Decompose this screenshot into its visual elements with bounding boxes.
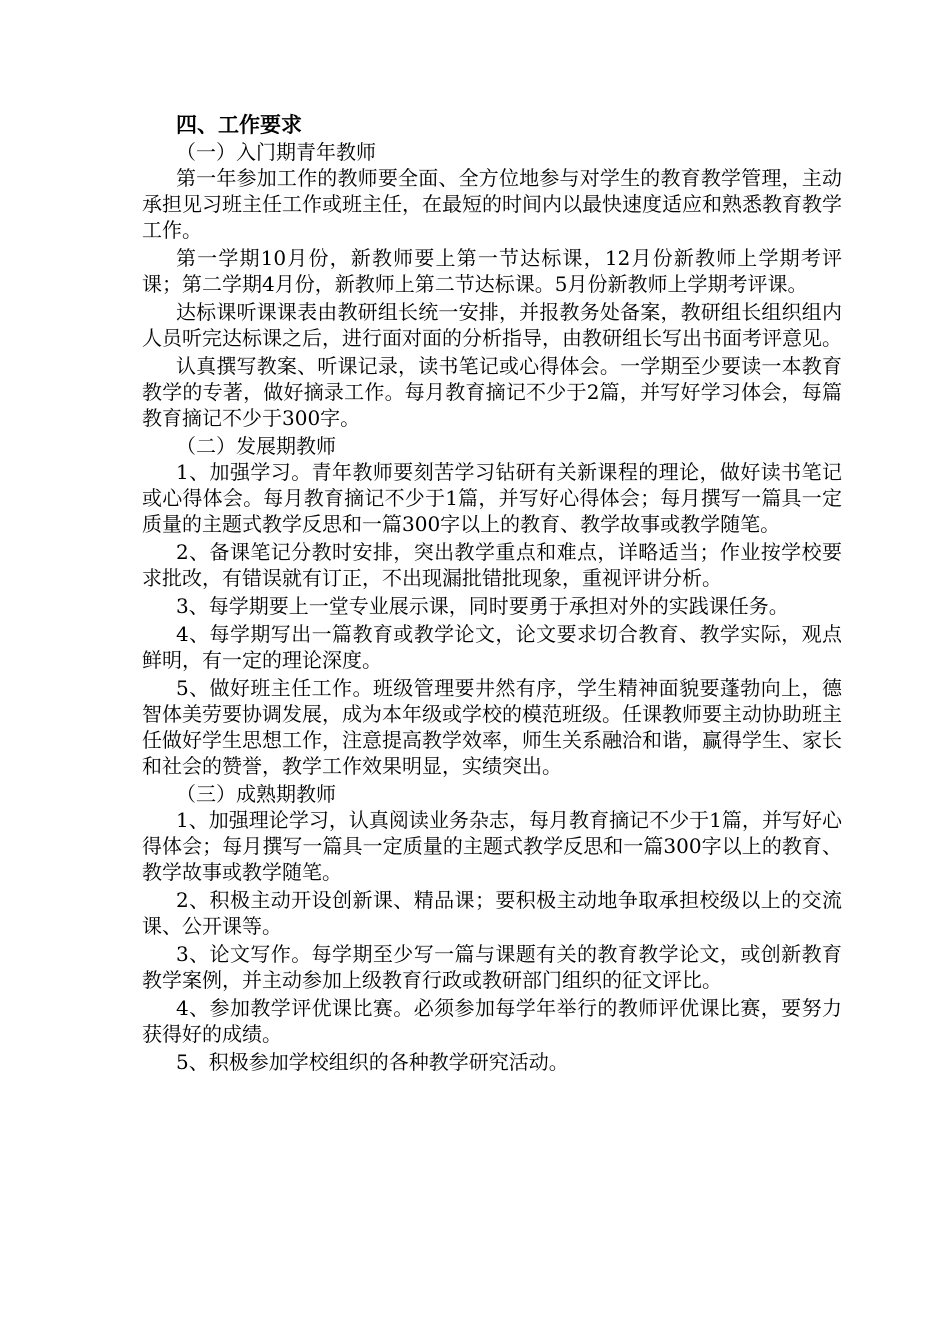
paragraph: 达标课听课课表由教研组长统一安排，并报教务处备案，教研组长组织组内人员听完达标课之后，进行面对面的分析指导，由教研组长写出书面考评意见。 [142, 300, 842, 350]
subsection-title: （三）成熟期教师 [176, 782, 336, 806]
paragraph: 5、做好班主任工作。班级管理要井然有序，学生精神面貌要蓬勃向上，德智体美劳要协调发展，成为本年级或学校的模范班级。任课教师要主动协助班主任做好学生思想工作，注意提高教学效率，师生关系融洽和谐，赢得学生、家长和社会的赞誉，教学工作效果明显，实绩突出。 [142, 676, 842, 778]
subsection-title: （一）入门期青年教师 [176, 140, 376, 164]
paragraph: 1、加强学习。青年教师要刻苦学习钻研有关新课程的理论，做好读书笔记或心得体会。每月教育摘记不少于1篇，并写好心得体会；每月撰写一篇具一定质量的主题式教学反思和一篇300字以上的教育、教学故事或教学随笔。 [142, 460, 842, 536]
paragraph: 第一年参加工作的教师要全面、全方位地参与对学生的教育教学管理，主动承担见习班主任工作或班主任，在最短的时间内以最快速度适应和熟悉教育教学工作。 [142, 166, 842, 242]
paragraph: 5、积极参加学校组织的各种教学研究活动。 [176, 1050, 569, 1074]
paragraph: 3、论文写作。每学期至少写一篇与课题有关的教育教学论文，或创新教育教学案例，并主动参加上级教育行政或教研部门组织的征文评比。 [142, 942, 842, 992]
paragraph: 4、参加教学评优课比赛。必须参加每学年举行的教师评优课比赛，要努力获得好的成绩。 [142, 996, 842, 1046]
paragraph: 1、加强理论学习，认真阅读业务杂志，每月教育摘记不少于1篇，并写好心得体会；每月撰写一篇具一定质量的主题式教学反思和一篇300字以上的教育、教学故事或教学随笔。 [142, 808, 842, 884]
paragraph: 2、备课笔记分教时安排，突出教学重点和难点，详略适当；作业按学校要求批改，有错误就有订正，不出现漏批错批现象，重视评讲分析。 [142, 540, 842, 590]
subsection-title: （二）发展期教师 [176, 434, 336, 458]
paragraph: 4、每学期写出一篇教育或教学论文，论文要求切合教育、教学实际，观点鲜明，有一定的理论深度。 [142, 622, 842, 672]
paragraph: 2、积极主动开设创新课、精品课；要积极主动地争取承担校级以上的交流课、公开课等。 [142, 888, 842, 938]
section-heading: 四、工作要求 [176, 112, 302, 137]
paragraph: 认真撰写教案、听课记录，读书笔记或心得体会。一学期至少要读一本教育教学的专著，做好摘录工作。每月教育摘记不少于2篇，并写好学习体会，每篇教育摘记不少于300字。 [142, 354, 842, 430]
document-page [142, 112, 842, 1077]
paragraph: 3、每学期要上一堂专业展示课，同时要勇于承担对外的实践课任务。 [176, 594, 789, 618]
paragraph: 第一学期10月份，新教师要上第一节达标课，12月份新教师上学期考评课；第二学期4月份，新教师上第二节达标课。5月份新教师上学期考评课。 [142, 246, 842, 296]
